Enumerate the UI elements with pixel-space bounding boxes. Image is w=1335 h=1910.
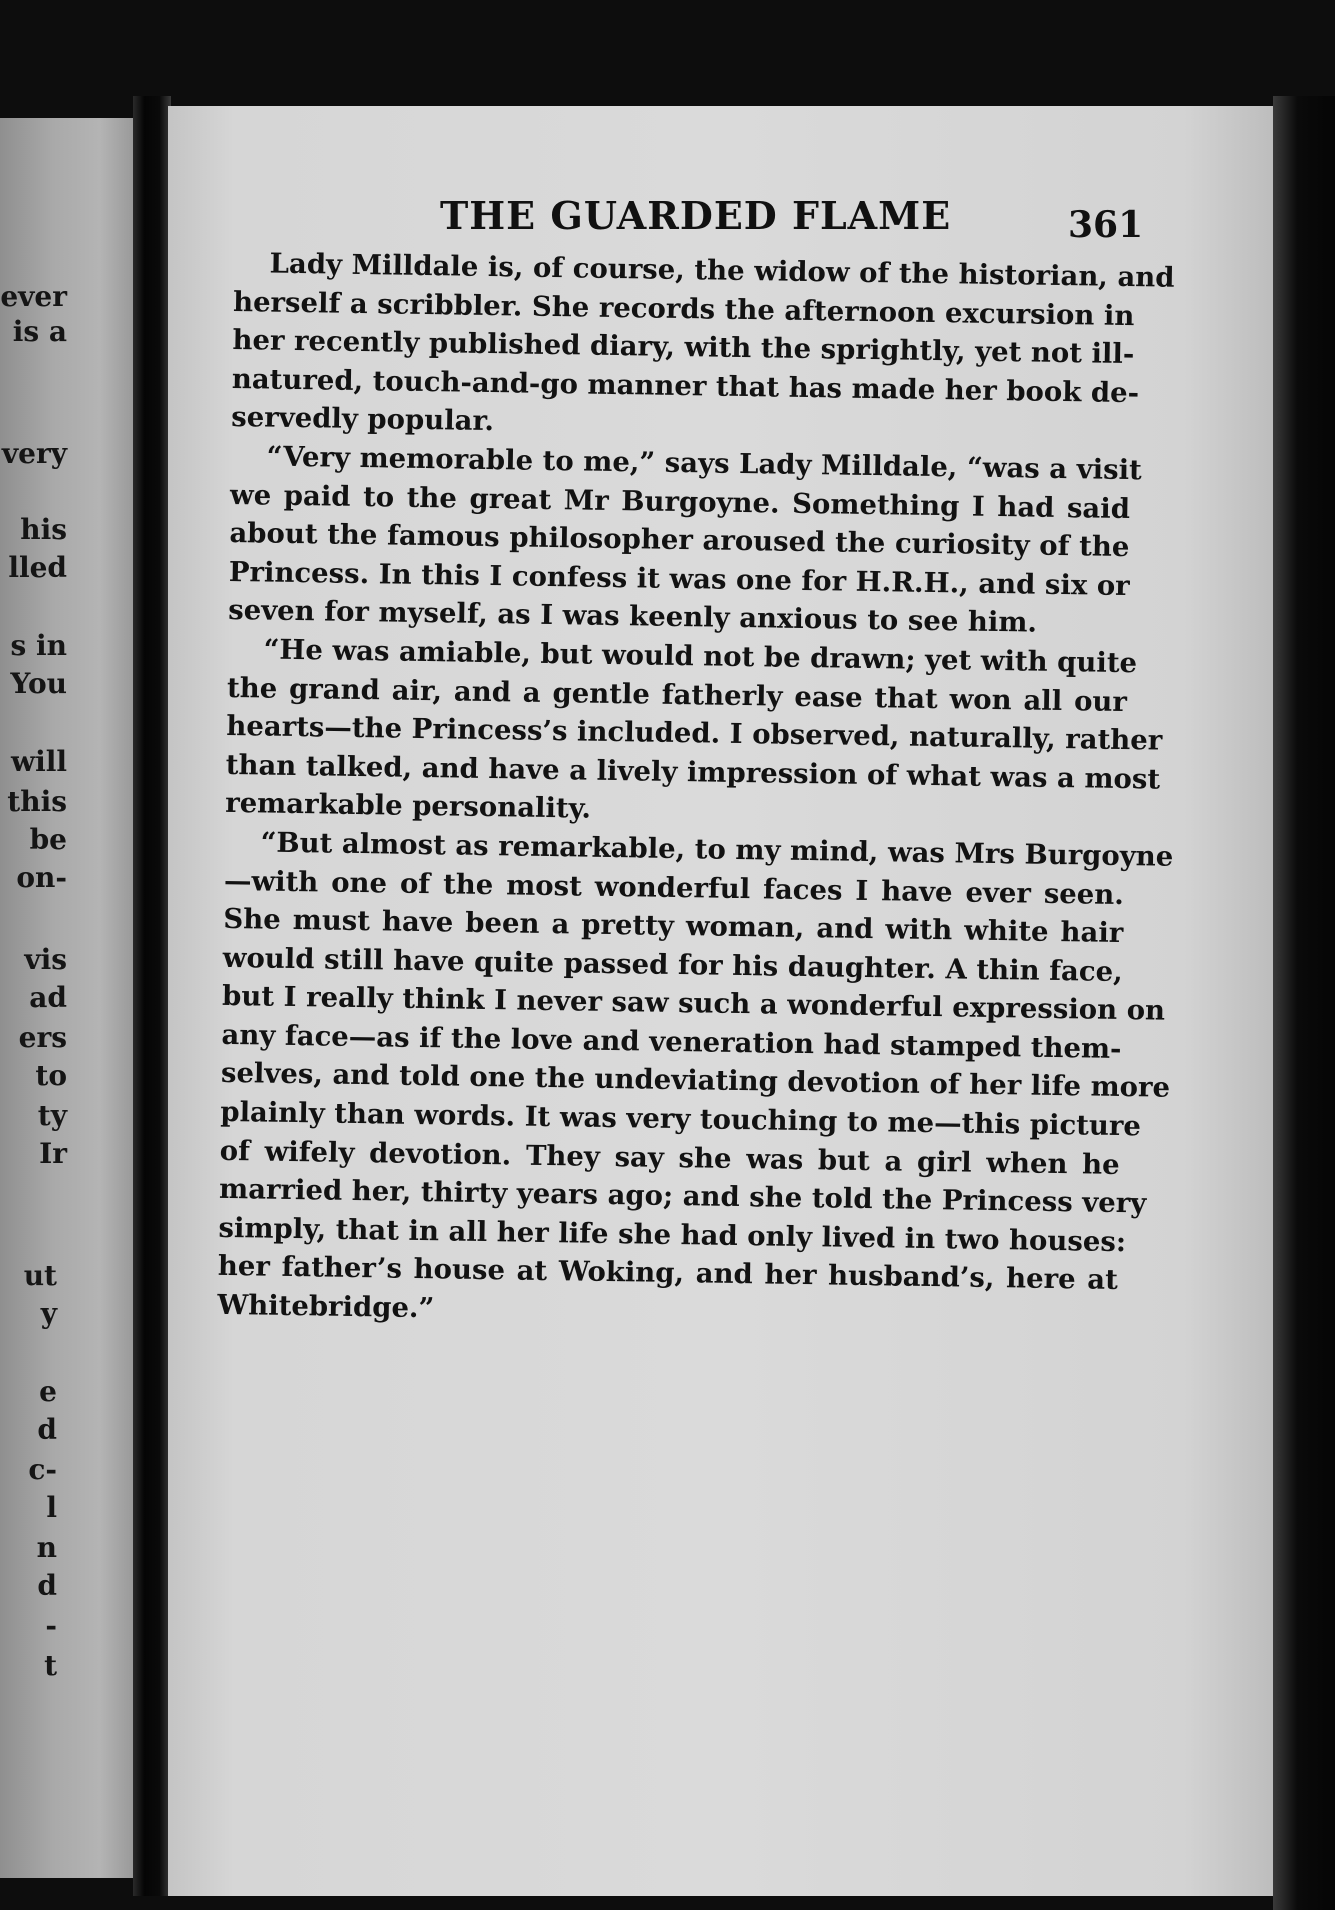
left-page-fragment: very <box>1 437 67 470</box>
left-page-fragment: ty <box>37 1099 67 1132</box>
text-line: Lady Milldale is, of course, the widow of the historian, and <box>269 247 1175 294</box>
text-line: “He was amiable, but would not be drawn; yet with quite <box>263 633 1138 680</box>
left-page-fragment: ut <box>23 1259 57 1292</box>
text-line: her recently published diary, with the sprightly, yet not ill- <box>232 324 1135 371</box>
left-page-fragment: this <box>7 785 67 818</box>
left-page-fragment: vis <box>24 943 67 976</box>
body-text <box>217 244 1175 1339</box>
left-page-text-fragments <box>0 118 133 1878</box>
text-line: the grand air, and a gentle fatherly ease that won all our <box>226 671 1128 718</box>
text-line: Princess. In this I confess it was one for H.R.H., and six or <box>228 555 1130 602</box>
running-head: THE GUARDED FLAME <box>440 193 952 238</box>
text-line: married her, thirty years ago; and she told the Princess very <box>218 1173 1147 1220</box>
text-line: servedly popular. <box>231 401 495 438</box>
text-line: seven for myself, as I was keenly anxious to see him. <box>227 594 1038 640</box>
left-page-fragment: is a <box>12 315 67 348</box>
page-number: 361 <box>1068 204 1144 246</box>
left-page-fragment: d <box>37 1569 57 1602</box>
text-line: She must have been a pretty woman, and with white hair <box>223 903 1124 950</box>
text-line: “But almost as remarkable, to my mind, was Mrs Burgoyne <box>260 826 1174 873</box>
text-line: remarkable personality. <box>224 787 592 825</box>
text-line: any face—as if the love and veneration had stamped them- <box>221 1018 1122 1065</box>
left-page-fragment: e <box>39 1375 57 1408</box>
text-line: Whitebridge.” <box>217 1288 435 1325</box>
text-line: of wifely devotion. They say she was but a girl when he <box>219 1134 1120 1181</box>
text-line: “Very memorable to me,” says Lady Milldale, “was a visit <box>266 440 1143 487</box>
text-line: we paid to the great Mr Burgoyne. Something I had said <box>229 478 1131 525</box>
text-line: selves, and told one the undeviating devotion of her life more <box>220 1057 1171 1105</box>
left-page-fragment: ers <box>18 1021 67 1054</box>
left-page-fragment: ever <box>0 280 67 313</box>
left-page-fragment: s in <box>10 629 67 662</box>
left-page-fragment: Ir <box>39 1137 67 1170</box>
text-line: herself a scribbler. She records the afternoon excursion in <box>232 285 1135 332</box>
left-page-fragment: - <box>45 1609 57 1642</box>
left-page-fragment: be <box>29 823 67 856</box>
text-line: about the famous philosopher aroused the curiosity of the <box>229 517 1130 564</box>
book-gutter <box>133 96 171 1896</box>
left-page-fragment: on- <box>16 861 67 894</box>
left-page-fragment: You <box>10 667 67 700</box>
left-page-fragment: l <box>46 1491 57 1524</box>
left-page-fragment: d <box>37 1413 57 1446</box>
left-page-fragment: y <box>40 1297 57 1330</box>
text-line: —with one of the most wonderful faces I have ever seen. <box>223 864 1125 911</box>
left-page-fragment: t <box>44 1649 57 1682</box>
text-line: than talked, and have a lively impression of what was a most <box>225 748 1161 796</box>
text-line: plainly than words. It was very touching to me—this picture <box>220 1095 1142 1143</box>
left-page-fragment: lled <box>8 551 67 584</box>
left-page-fragment: ad <box>29 981 67 1014</box>
right-page-edge-shadow <box>1273 96 1335 1910</box>
left-facing-page <box>0 118 133 1878</box>
left-page-fragment: n <box>36 1531 57 1564</box>
left-page-fragment: c- <box>28 1453 57 1486</box>
text-line: but I really think I never saw such a wonderful expression on <box>221 980 1166 1027</box>
left-page-fragment: will <box>10 745 67 778</box>
left-page-fragment: to <box>35 1059 67 1092</box>
text-line: simply, that in all her life she had only lived in two houses: <box>218 1211 1127 1258</box>
text-line: hearts—the Princess’s included. I observed, naturally, rather <box>226 710 1163 757</box>
left-page-fragment: his <box>20 513 67 546</box>
text-line: would still have quite passed for his daughter. A thin face, <box>222 941 1123 988</box>
text-line: her father’s house at Woking, and her husband’s, here at <box>217 1250 1119 1297</box>
text-line: natured, touch-and-go manner that has made her book de- <box>231 362 1140 410</box>
